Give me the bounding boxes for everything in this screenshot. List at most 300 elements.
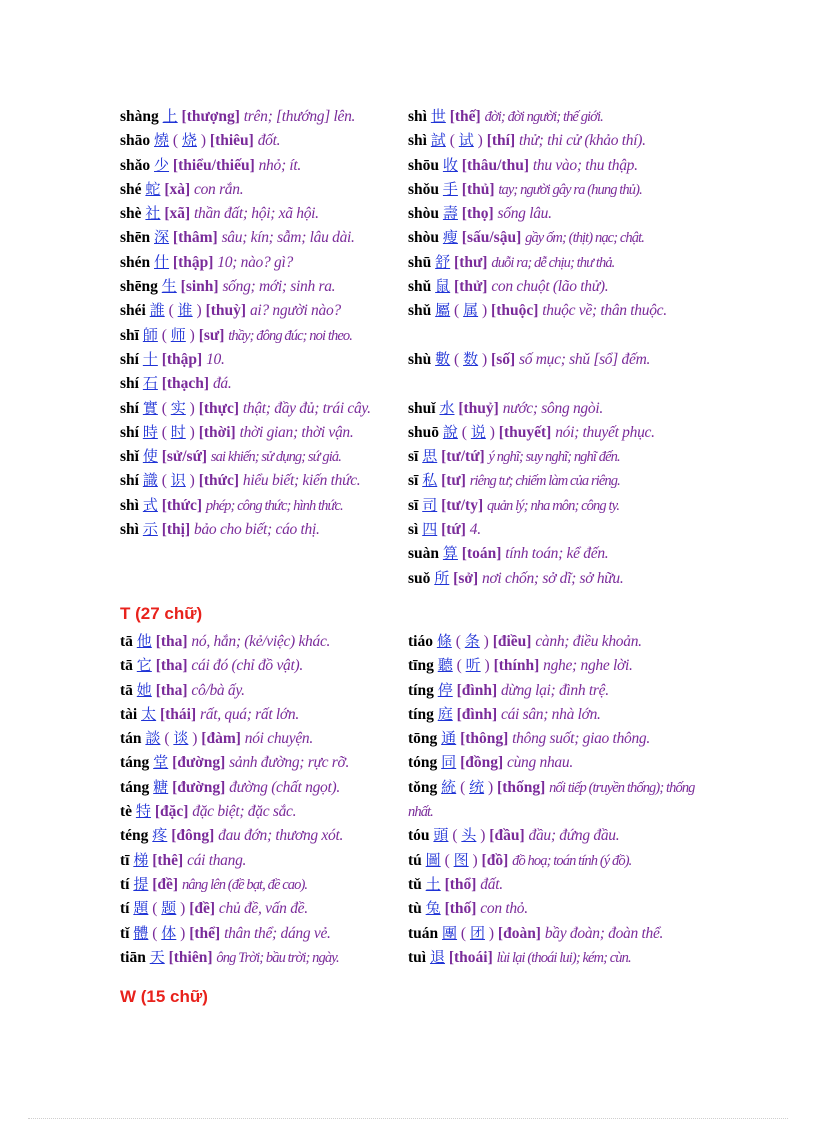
pinyin: shēn xyxy=(120,229,151,247)
meaning: sống lâu. xyxy=(497,205,552,223)
meaning: nối tiếp (truyền thống); thống nhất. xyxy=(408,779,695,821)
han-viet-reading: [thức] xyxy=(198,472,240,490)
hanzi-link[interactable]: 條 xyxy=(436,632,452,650)
dictionary-entry xyxy=(408,945,698,969)
meaning: đốt. xyxy=(257,132,281,150)
pinyin: shuǐ xyxy=(408,399,436,417)
hanzi-link[interactable]: 庭 xyxy=(437,704,453,723)
pinyin: tīng xyxy=(408,657,434,675)
dictionary-entry xyxy=(120,444,410,468)
hanzi-link[interactable]: 說 xyxy=(442,422,458,441)
dictionary-entry xyxy=(120,177,410,201)
han-viet-reading: [thời] xyxy=(198,423,236,441)
paren-close: ) xyxy=(488,924,495,942)
pinyin: tóng xyxy=(408,754,438,772)
hanzi-link[interactable]: 提 xyxy=(133,874,149,893)
simplified-hanzi-link[interactable]: 识 xyxy=(170,471,186,490)
paren-close: ) xyxy=(481,302,488,320)
paren-open: ( xyxy=(164,730,170,748)
dictionary-entry xyxy=(120,823,410,847)
meaning: quản lý; nha môn; công ty. xyxy=(487,497,620,514)
paren-close: ) xyxy=(189,472,195,490)
hanzi-link[interactable]: 它 xyxy=(136,656,152,675)
meaning: thật; đầy đủ; trái cây. xyxy=(242,399,371,417)
simplified-hanzi-link[interactable]: 数 xyxy=(463,349,479,368)
han-viet-reading: [điều] xyxy=(492,633,532,650)
meaning: tay; người gây ra (hung thủ). xyxy=(498,181,642,198)
meaning: cành; điều khoản. xyxy=(535,633,642,650)
simplified-hanzi-link[interactable]: 听 xyxy=(465,656,481,675)
pinyin: tǐ xyxy=(120,924,130,942)
dictionary-entry xyxy=(120,323,410,347)
hanzi-link[interactable]: 十 xyxy=(142,349,158,368)
dictionary-entry xyxy=(408,468,698,492)
paren-close: ) xyxy=(472,851,478,869)
hanzi-link[interactable]: 水 xyxy=(439,398,455,417)
dictionary-entry xyxy=(120,921,410,945)
paren-open: ( xyxy=(161,326,167,344)
dictionary-entry xyxy=(408,848,698,872)
pinyin: tí xyxy=(120,875,130,893)
hanzi-link[interactable]: 壽 xyxy=(442,204,458,223)
dictionary-entry xyxy=(408,872,698,896)
dictionary-entry xyxy=(120,872,410,896)
han-viet-reading: [tư/tứ] xyxy=(441,448,485,466)
han-viet-reading: [đồ] xyxy=(481,851,509,869)
simplified-hanzi-link[interactable]: 团 xyxy=(469,923,485,942)
hanzi-link[interactable]: 屬 xyxy=(435,301,451,320)
hanzi-link[interactable]: 深 xyxy=(154,228,170,247)
pinyin: tè xyxy=(120,803,133,821)
dictionary-entry xyxy=(120,945,410,969)
han-viet-reading: [đề] xyxy=(189,900,216,918)
hanzi-link[interactable]: 上 xyxy=(162,107,178,125)
paren-open: ( xyxy=(460,778,466,796)
simplified-hanzi-link[interactable]: 实 xyxy=(170,398,186,417)
meaning: lùi lại (thoái lui); kém; cùn. xyxy=(496,949,631,966)
pinyin: shǔ xyxy=(408,302,432,320)
pinyin: sī xyxy=(408,472,419,490)
meaning: nói chuyện. xyxy=(244,730,313,748)
meaning: con chuột (lão thử). xyxy=(491,278,609,296)
pinyin: shé xyxy=(120,180,142,198)
hanzi-link[interactable]: 世 xyxy=(430,107,446,125)
hanzi-link[interactable]: 時 xyxy=(142,422,158,441)
paren-open: ( xyxy=(152,924,158,942)
dictionary-entry xyxy=(408,347,698,396)
hanzi-link[interactable]: 司 xyxy=(422,495,438,514)
han-viet-reading: [thuyết] xyxy=(498,423,552,441)
han-viet-reading: [sư] xyxy=(198,326,225,344)
pinyin: shī xyxy=(120,326,139,344)
pinyin: shǔ xyxy=(408,278,432,296)
dictionary-entry xyxy=(408,274,698,298)
hanzi-link[interactable]: 土 xyxy=(425,874,441,893)
pinyin: suàn xyxy=(408,545,440,563)
han-viet-reading: [xã] xyxy=(164,205,191,223)
meaning: đời; đời người; thế giới. xyxy=(484,109,603,125)
paren-close: ) xyxy=(488,778,494,796)
han-viet-reading: [thức] xyxy=(161,496,203,514)
han-viet-reading: [thoái] xyxy=(448,948,493,966)
han-viet-reading: [tha] xyxy=(155,633,188,650)
meaning: con thỏ. xyxy=(480,900,528,918)
paren-open: ( xyxy=(161,472,167,490)
paren-close: ) xyxy=(189,399,195,417)
paren-close: ) xyxy=(192,730,198,748)
hanzi-link[interactable]: 生 xyxy=(161,277,177,296)
paren-close: ) xyxy=(484,657,490,675)
dictionary-entry xyxy=(120,396,410,420)
paren-open: ( xyxy=(452,827,458,845)
paren-close: ) xyxy=(483,633,489,650)
meaning: ý nghĩ; suy nghĩ; nghĩ đến. xyxy=(488,449,620,466)
han-viet-reading: [thống] xyxy=(497,778,546,796)
han-viet-reading: [đường] xyxy=(172,754,226,772)
hanzi-link[interactable]: 燒 xyxy=(154,131,170,150)
dictionary-entry xyxy=(408,517,698,541)
pinyin: shòu xyxy=(408,205,440,223)
hanzi-link[interactable]: 瘦 xyxy=(442,228,458,247)
pinyin: sì xyxy=(408,521,419,539)
han-viet-reading: [sử/sứ] xyxy=(161,448,208,466)
han-viet-reading: [thiểu/thiếu] xyxy=(172,156,255,174)
meaning: sai khiến; sử dụng; sứ giả. xyxy=(210,449,341,466)
simplified-hanzi-link[interactable]: 烧 xyxy=(181,131,197,150)
dictionary-entry xyxy=(408,653,698,677)
meaning: 10; nào? gì? xyxy=(217,253,293,271)
paren-open: ( xyxy=(449,132,455,150)
dictionary-entry xyxy=(408,225,698,249)
han-viet-reading: [đầu] xyxy=(489,827,525,845)
pinyin: shù xyxy=(408,350,432,368)
hanzi-link[interactable]: 算 xyxy=(442,544,458,563)
pinyin: suǒ xyxy=(408,569,431,587)
simplified-hanzi-link[interactable]: 题 xyxy=(161,899,177,918)
meaning: nâng lên (đề bạt, đề cao). xyxy=(181,876,308,893)
meaning: đầu; đứng đầu. xyxy=(528,827,620,845)
meaning: thông suốt; giao thông. xyxy=(512,730,650,748)
dictionary-entry xyxy=(408,678,698,702)
han-viet-reading: [thập] xyxy=(161,350,203,368)
hanzi-link[interactable]: 題 xyxy=(133,899,149,918)
pinyin: shí xyxy=(120,472,139,490)
pinyin: tiān xyxy=(120,948,146,966)
pinyin: tú xyxy=(408,851,422,869)
pinyin: shén xyxy=(120,253,151,271)
simplified-hanzi-link[interactable]: 谈 xyxy=(173,729,189,748)
dictionary-entry xyxy=(120,726,410,750)
meaning: nó, hắn; (kẻ/việc) khác. xyxy=(191,633,331,650)
pinyin: tù xyxy=(408,900,422,918)
meaning: đá. xyxy=(212,375,232,393)
dictionary-entry xyxy=(120,775,410,799)
pinyin: shì xyxy=(408,108,427,125)
pinyin: shū xyxy=(408,253,432,271)
hanzi-link[interactable]: 通 xyxy=(441,729,457,748)
dictionary-entry xyxy=(120,104,410,128)
dictionary-entry xyxy=(408,896,698,920)
meaning: nước; sông ngòi. xyxy=(502,399,603,417)
simplified-hanzi-link[interactable]: 师 xyxy=(170,325,186,344)
hanzi-link[interactable]: 示 xyxy=(142,520,158,539)
pinyin: shì xyxy=(120,521,139,539)
pinyin: shí xyxy=(120,423,139,441)
dictionary-entry xyxy=(408,104,698,128)
han-viet-reading: [đình] xyxy=(456,705,498,723)
meaning: cái đó (chỉ đồ vật). xyxy=(191,657,303,675)
pinyin: tōng xyxy=(408,730,438,748)
dictionary-entry xyxy=(408,250,698,274)
meaning: 4. xyxy=(469,521,481,539)
paren-close: ) xyxy=(189,326,195,344)
pinyin: tā xyxy=(120,681,133,699)
han-viet-reading: [đồng] xyxy=(460,754,504,772)
paren-open: ( xyxy=(168,302,174,320)
meaning: thu vào; thu thập. xyxy=(532,156,638,174)
hanzi-link[interactable]: 堂 xyxy=(153,753,169,772)
hanzi-link[interactable]: 什 xyxy=(154,252,170,271)
hanzi-link[interactable]: 疼 xyxy=(152,826,168,845)
pinyin: sī xyxy=(408,448,419,466)
han-viet-reading: [sở] xyxy=(453,569,479,587)
hanzi-link[interactable]: 談 xyxy=(145,729,161,748)
hanzi-link[interactable]: 兔 xyxy=(425,899,441,918)
dictionary-entry xyxy=(408,201,698,225)
meaning: nơi chốn; sở dĩ; sở hữu. xyxy=(482,569,624,587)
han-viet-reading: [thủ] xyxy=(461,180,495,198)
meaning: gầy ốm; (thịt) nạc; chật. xyxy=(525,230,644,247)
hanzi-link[interactable]: 舒 xyxy=(435,252,451,271)
simplified-hanzi-link[interactable]: 试 xyxy=(458,131,474,150)
hanzi-link[interactable]: 鼠 xyxy=(435,277,451,296)
hanzi-link[interactable]: 他 xyxy=(136,632,152,650)
meaning: thời gian; thời vận. xyxy=(239,423,354,441)
hanzi-link[interactable]: 體 xyxy=(133,923,149,942)
simplified-hanzi-link[interactable]: 条 xyxy=(464,632,480,650)
simplified-hanzi-link[interactable]: 统 xyxy=(469,777,485,796)
meaning: tính toán; kể đến. xyxy=(505,545,609,563)
hanzi-link[interactable]: 同 xyxy=(441,753,457,772)
pinyin: tā xyxy=(120,657,133,675)
hanzi-link[interactable]: 師 xyxy=(142,325,158,344)
dictionary-entry xyxy=(408,420,698,444)
paren-open: ( xyxy=(161,399,167,417)
pinyin: shí xyxy=(120,399,139,417)
han-viet-reading: [số] xyxy=(491,350,516,368)
meaning: cái sân; nhà lớn. xyxy=(500,705,601,723)
han-viet-reading: [thiêu] xyxy=(209,132,254,150)
pinyin: táng xyxy=(120,778,150,796)
dictionary-entry xyxy=(408,750,698,774)
pinyin: shuō xyxy=(408,423,440,441)
meaning: riêng tư; chiếm làm của riêng. xyxy=(469,473,620,490)
han-viet-reading: [tư/ty] xyxy=(441,496,484,514)
pinyin: tuì xyxy=(408,948,427,966)
hanzi-link[interactable]: 梯 xyxy=(133,850,149,869)
han-viet-reading: [thuỳ] xyxy=(205,302,247,320)
han-viet-reading: [thử] xyxy=(454,278,488,296)
pinyin: tǔ xyxy=(408,875,422,893)
meaning: ông Trời; bầu trời; ngày. xyxy=(216,949,339,966)
han-viet-reading: [tha] xyxy=(155,681,188,699)
hanzi-link[interactable]: 聽 xyxy=(437,656,453,675)
han-viet-reading: [thuỷ] xyxy=(458,399,499,417)
hanzi-link[interactable]: 四 xyxy=(422,520,438,539)
hanzi-link[interactable]: 石 xyxy=(142,374,158,393)
han-viet-reading: [thiên] xyxy=(168,948,213,966)
paren-open: ( xyxy=(454,302,460,320)
dictionary-entry xyxy=(120,225,410,249)
han-viet-reading: [thạch] xyxy=(161,375,210,393)
pinyin: tóu xyxy=(408,827,430,845)
dictionary-entry xyxy=(120,629,410,653)
dictionary-entry xyxy=(120,653,410,677)
hanzi-link[interactable]: 太 xyxy=(141,704,157,723)
simplified-hanzi-link[interactable]: 头 xyxy=(461,826,477,845)
dictionary-entry xyxy=(120,347,410,371)
hanzi-link[interactable]: 社 xyxy=(145,204,161,223)
dictionary-entry xyxy=(120,371,410,395)
pinyin: tíng xyxy=(408,705,434,723)
pinyin: shòu xyxy=(408,229,440,247)
hanzi-link[interactable]: 使 xyxy=(142,447,158,466)
han-viet-reading: [đường] xyxy=(172,778,226,796)
dictionary-entry xyxy=(120,420,410,444)
meaning: cô/bà ấy. xyxy=(191,681,245,699)
dictionary-entry xyxy=(120,274,410,298)
hanzi-link[interactable]: 所 xyxy=(434,568,450,587)
simplified-hanzi-link[interactable]: 体 xyxy=(161,923,177,942)
hanzi-link[interactable]: 私 xyxy=(422,471,438,490)
meaning: hiểu biết; kiến thức. xyxy=(242,472,361,490)
hanzi-link[interactable]: 糖 xyxy=(153,777,169,796)
section-heading-t: T (27 chữ) xyxy=(120,604,203,623)
hanzi-link[interactable]: 退 xyxy=(429,947,445,966)
pinyin: tài xyxy=(120,705,138,723)
pinyin: shāo xyxy=(120,132,151,150)
meaning: nhỏ; ít. xyxy=(258,156,301,174)
han-viet-reading: [sấu/sậu] xyxy=(461,229,522,247)
paren-open: ( xyxy=(444,851,450,869)
hanzi-link[interactable]: 特 xyxy=(135,802,151,821)
column-right-t xyxy=(408,629,698,969)
hanzi-link[interactable]: 停 xyxy=(437,680,453,699)
pinyin: tǒng xyxy=(408,778,438,796)
hanzi-link[interactable]: 誰 xyxy=(149,301,165,320)
han-viet-reading: [thông] xyxy=(460,730,509,748)
han-viet-reading: [thí] xyxy=(486,132,516,150)
pinyin: shǒu xyxy=(408,180,440,198)
section-heading-w: W (15 chữ) xyxy=(120,987,208,1006)
hanzi-link[interactable]: 統 xyxy=(441,777,457,796)
simplified-hanzi-link[interactable]: 时 xyxy=(170,422,186,441)
dictionary-entry xyxy=(120,201,410,225)
hanzi-link[interactable]: 團 xyxy=(442,923,458,942)
han-viet-reading: [thính] xyxy=(493,657,540,675)
simplified-hanzi-link[interactable]: 说 xyxy=(470,422,486,441)
han-viet-reading: [thê] xyxy=(152,851,184,869)
pinyin: tā xyxy=(120,633,133,650)
meaning: con rắn. xyxy=(194,180,244,198)
hanzi-link[interactable]: 試 xyxy=(430,131,446,150)
pinyin: shéi xyxy=(120,302,146,320)
meaning: đồ hoạ; toán tính (ý đồ). xyxy=(512,852,632,869)
han-viet-reading: [xà] xyxy=(164,180,191,198)
meaning: thầy; đông đúc; noi theo. xyxy=(228,327,352,344)
dictionary-entry xyxy=(120,750,410,774)
han-viet-reading: [thế] xyxy=(449,108,481,125)
hanzi-link[interactable]: 頭 xyxy=(433,826,449,845)
hanzi-link[interactable]: 蛇 xyxy=(145,179,161,198)
han-viet-reading: [đình] xyxy=(456,681,498,699)
dictionary-entry xyxy=(120,517,410,541)
simplified-hanzi-link[interactable]: 属 xyxy=(463,301,479,320)
pinyin: tiáo xyxy=(408,633,433,650)
hanzi-link[interactable]: 少 xyxy=(154,155,170,174)
han-viet-reading: [thuộc] xyxy=(491,302,539,320)
han-viet-reading: [thư] xyxy=(454,253,488,271)
dictionary-entry xyxy=(408,823,698,847)
pinyin: tí xyxy=(120,900,130,918)
meaning: 10. xyxy=(206,350,225,368)
paren-close: ) xyxy=(477,132,483,150)
hanzi-link[interactable]: 思 xyxy=(422,447,438,466)
paren-open: ( xyxy=(460,924,467,942)
pinyin: shēng xyxy=(120,278,158,296)
han-viet-reading: [đề] xyxy=(152,875,179,893)
paren-open: ( xyxy=(455,633,461,650)
dictionary-entry xyxy=(120,128,410,152)
simplified-hanzi-link[interactable]: 图 xyxy=(453,850,469,869)
paren-open: ( xyxy=(456,657,462,675)
paren-open: ( xyxy=(172,132,179,150)
han-viet-reading: [thập] xyxy=(172,253,214,271)
dictionary-entry xyxy=(408,629,698,653)
meaning: chủ đề, vấn đề. xyxy=(218,900,308,918)
hanzi-link[interactable]: 識 xyxy=(142,471,158,490)
hanzi-link[interactable]: 天 xyxy=(149,947,165,966)
paren-open: ( xyxy=(454,350,460,368)
hanzi-link[interactable]: 式 xyxy=(142,495,158,514)
pinyin: tán xyxy=(120,730,142,748)
hanzi-link[interactable]: 手 xyxy=(442,179,458,198)
hanzi-link[interactable]: 她 xyxy=(136,680,152,699)
dictionary-entry xyxy=(120,468,410,492)
hanzi-link[interactable]: 圖 xyxy=(425,850,441,869)
dictionary-entry xyxy=(120,896,410,920)
meaning: sảnh đường; rực rỡ. xyxy=(229,754,350,772)
meaning: cùng nhau. xyxy=(507,754,573,772)
hanzi-link[interactable]: 收 xyxy=(442,155,458,174)
han-viet-reading: [thể] xyxy=(189,924,221,942)
meaning: rất, quá; rất lớn. xyxy=(200,705,299,723)
hanzi-link[interactable]: 實 xyxy=(142,398,158,417)
hanzi-link[interactable]: 數 xyxy=(435,349,451,368)
meaning: duỗi ra; dễ chịu; thư thả. xyxy=(491,254,615,271)
dictionary-entry xyxy=(408,298,698,347)
dictionary-entry xyxy=(408,702,698,726)
meaning: thử; thi cử (khảo thí). xyxy=(519,132,646,150)
meaning: bảo cho biết; cáo thị. xyxy=(194,521,320,539)
han-viet-reading: [thố] xyxy=(444,900,477,918)
simplified-hanzi-link[interactable]: 谁 xyxy=(177,301,193,320)
pinyin: téng xyxy=(120,827,149,845)
pinyin: shí xyxy=(120,350,139,368)
meaning: số mục; shǔ [sổ] đếm. xyxy=(519,350,651,368)
han-viet-reading: [đặc] xyxy=(154,803,189,821)
dictionary-entry xyxy=(120,678,410,702)
